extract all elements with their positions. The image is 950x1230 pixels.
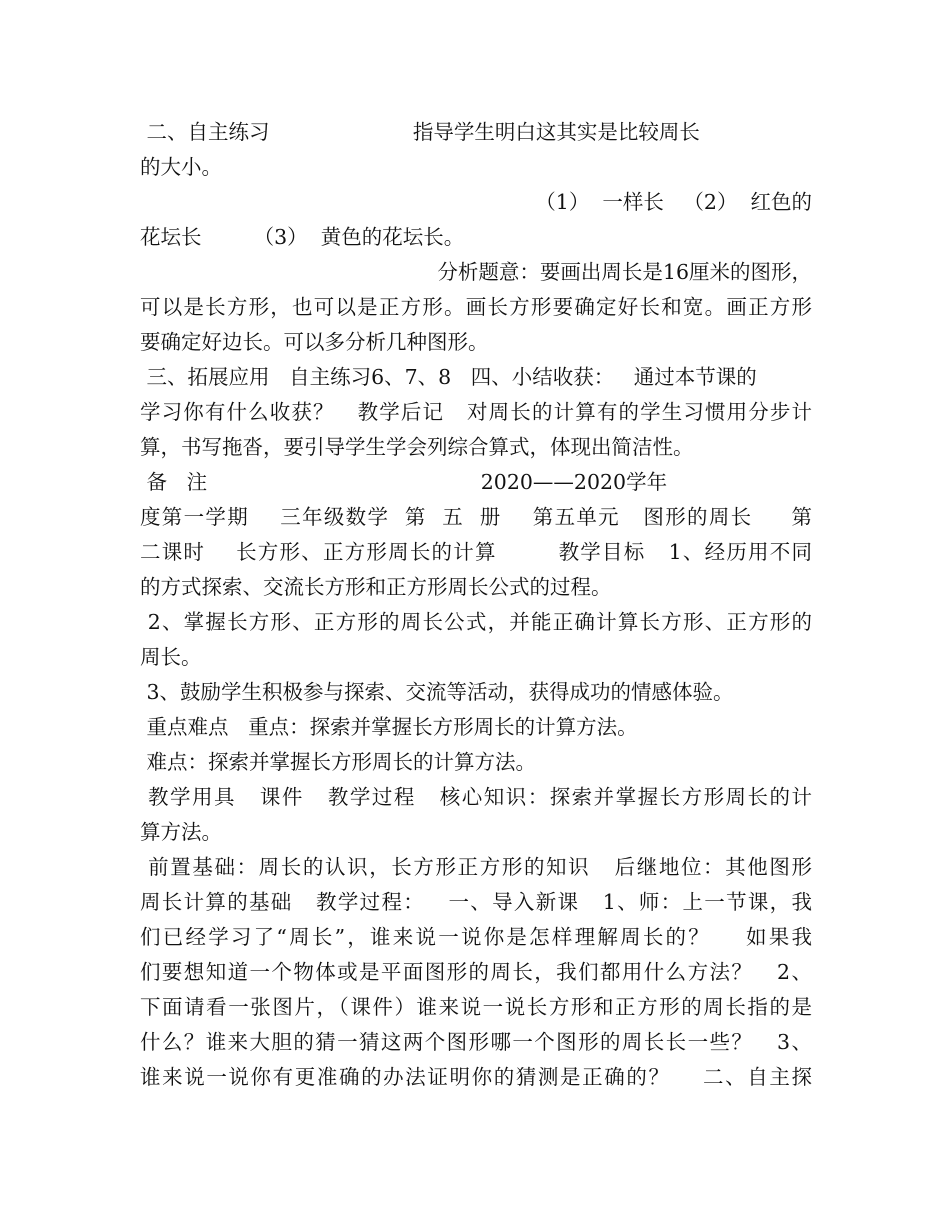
text-line: 们要想知道一个物体或是平面图形的周长，我们都用什么方法？ 2、: [140, 960, 812, 984]
text-line: 二课时 长方形、正方形周长的计算 教学目标 1、经历用不同: [140, 540, 812, 564]
text-line: 三、拓展应用 自主练习6、7、8 四、小结收获： 通过本节课的: [140, 365, 757, 389]
text-line: 2、掌握长方形、正方形的周长公式，并能正确计算长方形、正方形的: [140, 610, 812, 634]
text-line: 3、鼓励学生积极参与探索、交流等活动，获得成功的情感体验。: [140, 680, 734, 704]
text-line: 周长计算的基础 教学过程： 一、导入新课 1、师：上一节课，我: [140, 890, 812, 914]
text-line: 重点难点 重点：探索并掌握长方形周长的计算方法。: [140, 715, 638, 739]
text-line: 要确定好边长。可以多分析几种图形。: [140, 330, 489, 354]
text-line: 学习你有什么收获？ 教学后记 对周长的计算有的学生习惯用分步计: [140, 400, 812, 424]
text-line: 度第一学期 三年级数学 第 五 册 第五单元 图形的周长 第: [140, 505, 812, 529]
text-line: 谁来说一说你有更准确的办法证明你的猜测是正确的？ 二、自主探: [140, 1065, 812, 1089]
text-line: （1） 一样长 （2） 红色的: [535, 190, 812, 214]
text-line: 难点：探索并掌握长方形周长的计算方法。: [140, 750, 537, 774]
text-line: 前置基础：周长的认识，长方形正方形的知识 后继地位：其他图形: [140, 855, 812, 879]
text-line: 们已经学习了“周长”，谁来说一说你是怎样理解周长的？ 如果我: [140, 925, 812, 949]
text-line: 教学用具 课件 教学过程 核心知识：探索并掌握长方形周长的计: [140, 785, 812, 809]
text-line: 什么？谁来大胆的猜一猜这两个图形哪一个图形的周长长一些？ 3、: [140, 1030, 812, 1054]
text-line: 算，书写拖沓，要引导学生学会列综合算式，体现出简洁性。: [140, 435, 694, 459]
text-line: 二、自主练习 指导学生明白这其实是比较周长: [140, 120, 700, 144]
text-line: 可以是长方形，也可以是正方形。画长方形要确定好长和宽。画正方形: [140, 295, 812, 319]
text-line: 备 注 2020——2020学年: [140, 470, 668, 494]
text-line: 下面请看一张图片，（课件）谁来说一说长方形和正方形的周长指的是: [140, 995, 812, 1019]
text-line: 算方法。: [140, 820, 222, 844]
text-line: 的方式探索、交流长方形和正方形周长公式的过程。: [140, 575, 612, 599]
text-line: 分析题意：要画出周长是16厘米的图形，: [437, 260, 812, 284]
text-line: 的大小。: [140, 155, 222, 179]
text-line: 花坛长 （3） 黄色的花坛长。: [140, 225, 465, 249]
text-line: 周长。: [140, 645, 202, 669]
